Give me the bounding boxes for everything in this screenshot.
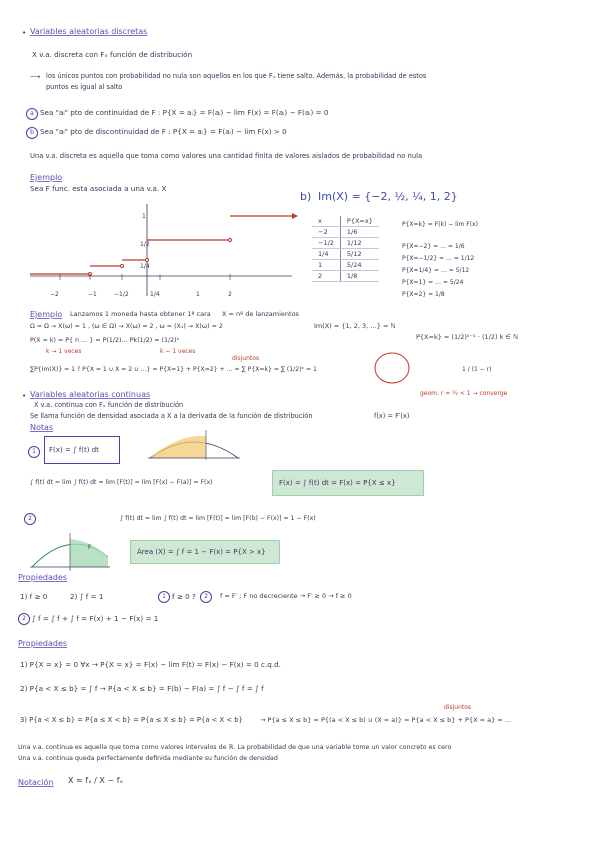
axis-label: 1/4 bbox=[150, 291, 160, 298]
table-cell: −1/2 bbox=[312, 238, 340, 249]
prop-4: f = F′ ; F no decreciente → F′ ≥ 0 → f ≥ 0 bbox=[220, 592, 352, 600]
table-cell: 5/12 bbox=[340, 249, 378, 260]
bullet: • bbox=[22, 391, 27, 400]
density-left-area bbox=[148, 426, 240, 462]
red-note: k − 1 veces bbox=[160, 348, 196, 355]
table-cell: 1/6 bbox=[340, 227, 378, 238]
y-label: 1/2 bbox=[140, 241, 150, 248]
note-1-result bbox=[272, 470, 424, 496]
sec2-deriv: f(x) = F′(x) bbox=[374, 412, 410, 420]
prop2-3b: → P{a ≤ X ≤ b} = P{(a < X ≤ b) ∪ (X = a)} = P{a < X ≤ b} + P{X = a} = … bbox=[260, 716, 512, 724]
calc-line: P{X=−2} = … = 1/6 bbox=[402, 243, 465, 250]
note-2-calc: ∫ f(t) dt = lim ∫ f(t) dt = lim [F(t)] = lim [F(b) − F(x)] = 1 − F(x) bbox=[120, 515, 316, 522]
axis-label: −1/2 bbox=[114, 291, 129, 298]
table-cell: 2 bbox=[312, 271, 340, 282]
sec1-item-b: Sea "aᵢ" pto de discontinuidad de F : P{X = aᵢ} = F(aᵢ) − lim F(x) > 0 bbox=[40, 127, 287, 136]
circle-b: b bbox=[26, 127, 38, 139]
sec1-line2: los únicos puntos con probabilidad no nula son aquellos en los que Fₓ tiene salto. Además, la probabilidad de estos bbox=[46, 72, 427, 80]
note-1-box-text: F(x) = ∫ f(t) dt bbox=[49, 446, 99, 454]
table-cell: −2 bbox=[312, 227, 340, 238]
table-row bbox=[312, 260, 379, 271]
calc-line: P{X=2} = 1/8 bbox=[402, 291, 445, 298]
example2-line2: P(X = k) = P{ n … } = P(1/2)… Pk(1/2) = (1/2)ᵏ bbox=[30, 337, 180, 344]
notes-title: Notas bbox=[30, 423, 54, 432]
prop-circle: 2 bbox=[18, 613, 30, 625]
table-row bbox=[312, 249, 379, 260]
note-2-result-text: Área (X) = ∫ f = 1 − F(x) = P{X > x} bbox=[137, 548, 266, 556]
y-label: 1 bbox=[142, 213, 146, 220]
example2-frac: 1 / (1 − r) bbox=[462, 366, 492, 373]
props2-title: Propiedades bbox=[18, 639, 68, 648]
table-row bbox=[312, 271, 379, 282]
prop-circle: 2 bbox=[200, 591, 212, 603]
sec1-definition: Una v.a. discreta es aquella que toma como valores una cantidad finita de valores aislados de probabilidad no nula bbox=[30, 152, 423, 160]
note-1-result-text: F(x) = ∫ f(t) dt = F(x) = P{X ≤ x} bbox=[279, 479, 396, 487]
note-2-circle: 2 bbox=[24, 513, 36, 525]
F-label: F bbox=[88, 544, 92, 551]
continuous-definition: Una v.a. continua es aquella que toma como valores intervalos de ℝ. La probabilidad de que una variable tome un valor concreto es cero bbox=[18, 744, 452, 751]
red-circle-annotation bbox=[372, 350, 412, 386]
note-1-circle: 1 bbox=[28, 446, 40, 458]
prop-2: 2) ∫ f = 1 bbox=[70, 592, 104, 601]
axis-label: 2 bbox=[228, 291, 232, 298]
sec2-line1: X v.a. continua con Fₓ función de distribución bbox=[34, 401, 184, 409]
example2-title: Ejemplo bbox=[30, 310, 63, 319]
prop-5: ∫ f = ∫ f + ∫ f = F(x) + 1 − F(x) = 1 bbox=[32, 614, 159, 623]
notation-expression: X ≈ fₓ / X ~ fₓ bbox=[68, 776, 124, 785]
red-note: k → 1 veces bbox=[46, 348, 82, 355]
note-1-box bbox=[44, 436, 120, 464]
note-1-calc: ∫ f(t) dt = lim ∫ f(t) dt = lim [F(t)] = lim [F(x) − F(a)] = F(x) bbox=[30, 479, 213, 486]
red-note-disjuntos: disjuntos bbox=[232, 355, 260, 362]
prop2-3: 3) P{a < X ≤ b} = P{a ≤ X < b} = P{a ≤ X ≤ b} = P{a < X < b} bbox=[20, 716, 243, 724]
example2-xdef: X = nº de lanzamientos bbox=[222, 310, 299, 318]
y-label: 1/4 bbox=[140, 263, 150, 270]
red-note-disjuntos: disjuntos bbox=[444, 704, 472, 711]
prop2-1: 1) P{X = x} = 0 ∀x → P{X = x} = F(x) − lim F(t) = F(x) − F(x) = 0 c.q.d. bbox=[20, 660, 281, 669]
step-function-graph bbox=[30, 196, 300, 306]
calc-line: P{X=1} = … = 5/24 bbox=[402, 279, 464, 286]
axis-label: −2 bbox=[50, 291, 59, 298]
example1-title: Ejemplo bbox=[30, 173, 63, 182]
sec2-line2: Se llama función de densidad asociada a X a la derivada de la función de distribución bbox=[30, 412, 313, 420]
probability-table bbox=[312, 216, 379, 282]
table-cell: x bbox=[312, 216, 340, 227]
sec1-line2b: puntos es igual al salto bbox=[46, 83, 123, 91]
calc-line: P{X=k} = F(k) − lim F(x) bbox=[402, 221, 478, 228]
red-note-converge: geom. r = ½ < 1 → converge bbox=[420, 390, 508, 397]
table-cell: 1/8 bbox=[340, 271, 378, 282]
calc-line: P{X=1/4} = … = 5/12 bbox=[402, 267, 470, 274]
table-cell: 1 bbox=[312, 260, 340, 271]
circle-a: a bbox=[26, 108, 38, 120]
note-2-result bbox=[130, 540, 280, 564]
example2-imx: Im(X) = {1, 2, 3, …} = ℕ bbox=[314, 322, 396, 330]
table-row bbox=[312, 238, 379, 249]
density-right-area bbox=[30, 527, 110, 573]
prop2-2: 2) P{a < X ≤ b} = ∫ f → P{a < X ≤ b} = F(b) − F(a) = ∫ f − ∫ f = ∫ f bbox=[20, 684, 264, 693]
props1-title: Propiedades bbox=[18, 573, 68, 582]
table-cell: P{X=x} bbox=[340, 216, 378, 227]
table-cell: 1/4 bbox=[312, 249, 340, 260]
axis-label: −1 bbox=[88, 291, 97, 298]
table-row bbox=[312, 216, 379, 227]
axis-label: 1 bbox=[196, 291, 200, 298]
sec1-line1: X v.a. discreta con Fₓ función de distribución bbox=[32, 50, 193, 59]
example2-text: Lanzamos 1 moneda hasta obtener 1ª cara bbox=[70, 310, 211, 318]
example2-line1: Ω = Ω → X(ω) = 1 , (ω ∈ Ω) → X(ω) = 2 , ω = (X₁) → X(ω) = 2 bbox=[30, 323, 223, 330]
example2-sum: ∑P{Im(X)} = 1 ? P{X = 1 ∪ X = 2 ∪ …} = P{X=1} + P{X=2} + … = ∑ P{X=k} = ∑ (1/2)ᵏ = 1 bbox=[30, 366, 317, 373]
continuous-definition-2: Una v.a. continua queda perfectamente definida mediante su función de densidad bbox=[18, 755, 278, 762]
sec2-title: Variables aleatorias continuas bbox=[30, 390, 151, 399]
prop-3: f ≥ 0 ? bbox=[172, 592, 196, 601]
table-cell: 1/12 bbox=[340, 238, 378, 249]
prop-1: 1) f ≥ 0 bbox=[20, 592, 48, 601]
table-cell: 5/24 bbox=[340, 260, 378, 271]
example1-b-label: b) bbox=[300, 190, 312, 203]
bullet: • bbox=[22, 28, 27, 37]
arrow-icon: ⟶ bbox=[30, 72, 41, 81]
example2-formula: P{X=k} = (1/2)ᵏ⁻¹ · (1/2) k ∈ ℕ bbox=[416, 333, 519, 341]
example1-image-set: Im(X) = {−2, ½, ¼, 1, 2} bbox=[318, 190, 458, 203]
prop-circle: 1 bbox=[158, 591, 170, 603]
notation-title: Notación bbox=[18, 778, 54, 787]
calc-line: P{X=−1/2} = … = 1/12 bbox=[402, 255, 475, 262]
sec1-item-a: Sea "aᵢ" pto de continuidad de F : P{X = aᵢ} = F(aᵢ) − lim F(x) = F(aᵢ) − F(aᵢ) = 0 bbox=[40, 108, 329, 117]
sec1-title: Variables aleatorias discretas bbox=[30, 27, 148, 36]
example1-text: Sea F func. esta asociada a una v.a. X bbox=[30, 184, 167, 193]
table-row bbox=[312, 227, 379, 238]
